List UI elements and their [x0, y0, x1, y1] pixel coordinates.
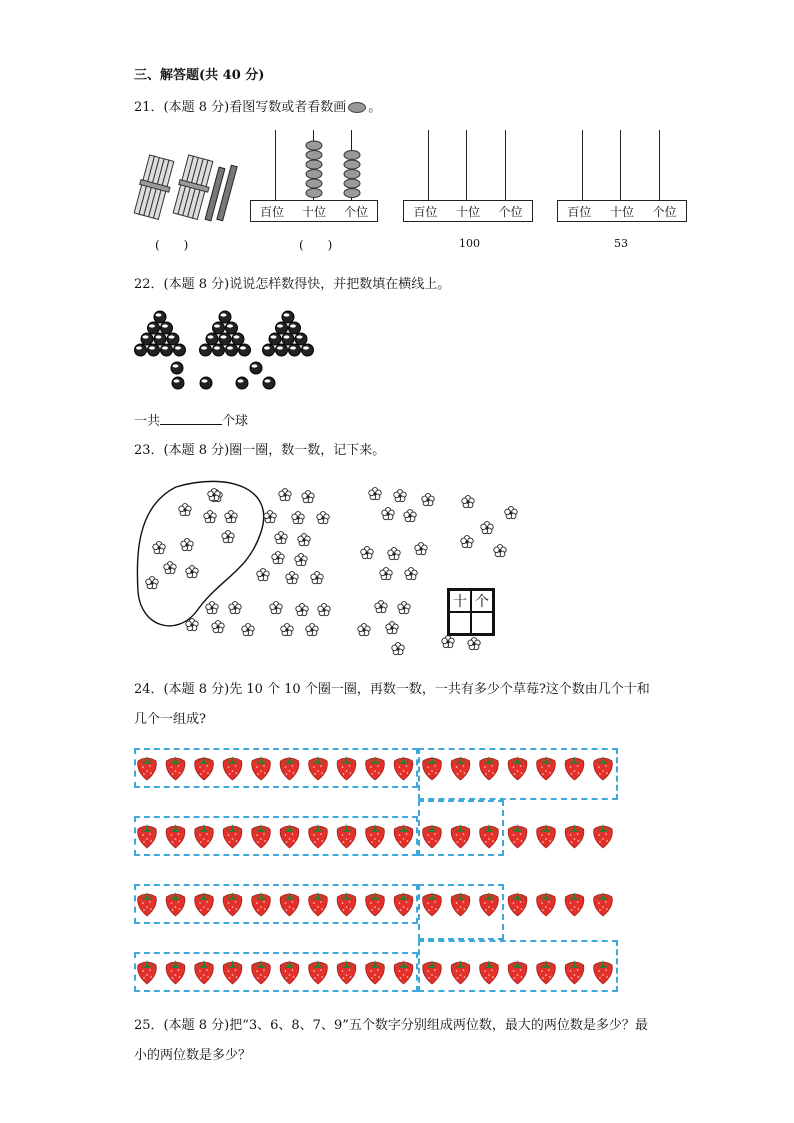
abacus-2: [403, 130, 533, 222]
flower-icon: [229, 602, 241, 614]
abacus-2-number: 100: [459, 237, 480, 250]
ball-icon: [148, 344, 160, 356]
strawberry-icon: [565, 892, 584, 916]
q21-answer-1[interactable]: ( ): [155, 238, 189, 252]
q25-text-line2: 小的两位数是多少？: [134, 1048, 252, 1063]
flower-icon: [302, 491, 314, 503]
abacus-bead: [306, 179, 322, 188]
flower-icon: [292, 512, 304, 524]
ball-icon: [226, 322, 238, 334]
flower-icon: [318, 604, 330, 616]
flower-icon: [181, 539, 193, 551]
dashed-group: [418, 884, 504, 940]
ball-icon: [161, 344, 173, 356]
flower-icon: [442, 636, 454, 648]
strawberry-icon: [594, 892, 613, 916]
ball-icon: [289, 344, 301, 356]
flower-icon: [272, 552, 284, 564]
flower-icon: [382, 508, 394, 520]
ball-icon: [263, 344, 275, 356]
ball-icon: [302, 344, 314, 356]
flower-icon: [286, 572, 298, 584]
q24-text-line1: 24．(本题 8 分)先 10 个 10 个圈一圈，再数一数，一共有多少个草莓?这个数由几个十和: [134, 682, 650, 697]
flower-icon: [388, 548, 400, 560]
abacus-bead: [306, 170, 322, 179]
beads-ones: [343, 130, 361, 200]
ball-icon: [226, 344, 238, 356]
flower-icon: [422, 494, 434, 506]
strawberry-icon: [508, 824, 527, 848]
flower-icon: [415, 543, 427, 555]
flower-icon: [306, 624, 318, 636]
abacus-bead: [306, 151, 322, 160]
abacus-bead: [344, 160, 360, 169]
ball-icon: [219, 311, 231, 323]
flower-icon: [375, 601, 387, 613]
ball-icon: [250, 362, 262, 374]
flower-icon: [206, 602, 218, 614]
abacus-bead: [344, 151, 360, 160]
abacus-1: [250, 130, 378, 222]
ball-icon: [213, 344, 225, 356]
abacus-bead: [344, 189, 360, 198]
flower-icon: [405, 568, 417, 580]
ball-icon: [282, 333, 294, 345]
flower-icon: [394, 490, 406, 502]
ball-icon: [263, 377, 275, 389]
flower-icon: [317, 512, 329, 524]
ball-icon: [135, 344, 147, 356]
flower-icon: [404, 510, 416, 522]
ball-icon: [282, 311, 294, 323]
flower-icon: [296, 604, 308, 616]
strawberry-icon: [537, 824, 556, 848]
ball-icon: [239, 344, 251, 356]
ball-icon: [236, 377, 248, 389]
section-title: 三、解答题(共 40 分): [134, 68, 265, 83]
ball-icon: [276, 322, 288, 334]
ball-icon: [295, 333, 307, 345]
flower-icon: [392, 643, 404, 655]
ball-icon: [289, 322, 301, 334]
flower-icon: [462, 496, 474, 508]
flower-icon: [380, 568, 392, 580]
flower-icon: [179, 504, 191, 516]
grid-cell-ones[interactable]: [471, 612, 493, 634]
ball-icon: [232, 333, 244, 345]
ball-icon: [172, 377, 184, 389]
ball-icon: [171, 362, 183, 374]
flower-icon: [257, 569, 269, 581]
dashed-group: [418, 748, 618, 800]
flower-icon: [468, 638, 480, 650]
abacus-3-number: 53: [614, 237, 628, 250]
answer-blank[interactable]: [160, 412, 222, 425]
flower-icon: [222, 531, 234, 543]
abacus-3: [557, 130, 687, 222]
flower-icon: [212, 621, 224, 633]
flower-icon: [204, 511, 216, 523]
bead-icon: [348, 102, 366, 113]
ball-icon: [161, 322, 173, 334]
flower-icon: [369, 488, 381, 500]
ball-icon: [269, 333, 281, 345]
dashed-group: [418, 940, 618, 992]
ball-icon: [276, 344, 288, 356]
balls-picture: [130, 305, 330, 400]
ball-icon: [200, 344, 212, 356]
q23-text: 23．(本题 8 分)圈一圈，数一数，记下来。: [134, 443, 386, 458]
strawberry-icon: [594, 824, 613, 848]
flower-icon: [361, 547, 373, 559]
dashed-group: [418, 800, 504, 856]
grid-header-ones: 个: [471, 590, 493, 612]
flower-icon: [186, 619, 198, 631]
q22-text: 22．(本题 8 分)说说怎样数得快，并把数填在横线上。: [134, 277, 451, 292]
abacus-bead: [344, 170, 360, 179]
flower-icon: [281, 624, 293, 636]
q25-text-line1: 25．(本题 8 分)把“3、6、8、7、9”五个数字分别组成两位数，最大的两位数是多少？最: [134, 1018, 648, 1033]
ball-icon: [167, 333, 179, 345]
strawberry-icon: [537, 892, 556, 916]
ball-icon: [206, 333, 218, 345]
beads-tens: [305, 130, 323, 200]
flower-icon: [481, 522, 493, 534]
strawberry-icon: [565, 824, 584, 848]
flower-icon: [494, 545, 506, 557]
flower-icon: [505, 507, 517, 519]
dashed-group: [134, 816, 418, 856]
flower-icon: [311, 572, 323, 584]
bundle-of-sticks-icon: [132, 154, 177, 220]
abacus-bead: [306, 160, 322, 169]
dashed-group: [134, 884, 418, 924]
flower-icon: [225, 511, 237, 523]
flower-icon: [461, 536, 473, 548]
sticks-picture: [130, 155, 240, 223]
flower-icon: [153, 542, 165, 554]
abacus-bead: [344, 179, 360, 188]
tens-ones-grid: [447, 588, 495, 636]
ball-icon: [213, 322, 225, 334]
abacus-bead: [306, 141, 322, 150]
flower-icon: [270, 602, 282, 614]
dashed-group: [134, 748, 418, 788]
q22-answer: 一共 个球: [134, 414, 249, 429]
q21-text: 21．(本题 8 分)看图写数或者看数画 。: [134, 100, 382, 115]
flower-icon: [295, 554, 307, 566]
flower-icon: [164, 562, 176, 574]
flower-icon: [275, 532, 287, 544]
flower-icon: [146, 577, 158, 589]
ball-icon: [154, 333, 166, 345]
flower-icon: [398, 602, 410, 614]
flower-icon: [279, 489, 291, 501]
ball-icon: [219, 333, 231, 345]
dashed-group: [134, 952, 418, 992]
place-value-labels: 百位 十位 个位: [557, 200, 687, 222]
q21-answer-2[interactable]: ( ): [299, 238, 333, 252]
ball-icon: [200, 377, 212, 389]
place-value-labels: 百位 十位 个位: [250, 200, 378, 222]
flower-icon: [186, 566, 198, 578]
place-value-labels: 百位 十位 个位: [403, 200, 533, 222]
q24-text-line2: 几个一组成?: [134, 712, 206, 727]
grid-header-tens: 十: [449, 590, 471, 612]
flower-icon: [386, 622, 398, 634]
ball-icon: [141, 333, 153, 345]
flower-icon: [298, 534, 310, 546]
flower-icon: [358, 624, 370, 636]
grid-cell-tens[interactable]: [449, 612, 471, 634]
flower-icon: [242, 624, 254, 636]
abacus-bead: [306, 189, 322, 198]
ball-icon: [148, 322, 160, 334]
strawberry-icon: [508, 892, 527, 916]
flower-icon: [264, 511, 276, 523]
ball-icon: [174, 344, 186, 356]
ball-icon: [154, 311, 166, 323]
